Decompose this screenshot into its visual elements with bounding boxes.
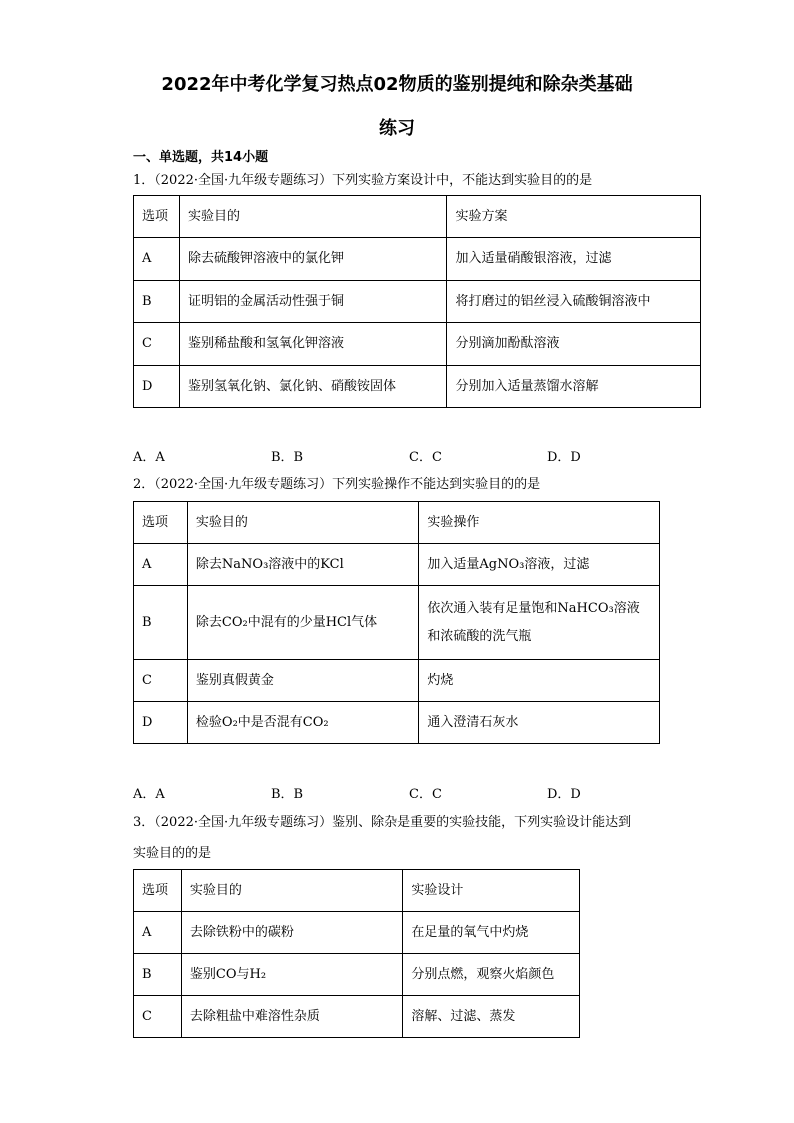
table-cell: 鉴别真假黄金 bbox=[187, 660, 419, 702]
question-1-table bbox=[133, 195, 701, 408]
table-cell: D bbox=[134, 366, 180, 408]
option-d: D．D bbox=[547, 787, 581, 802]
table-header-row bbox=[134, 870, 580, 912]
option-c: C．C bbox=[409, 450, 442, 465]
table-cell: 将打磨过的铝丝浸入硫酸铜溶液中 bbox=[447, 281, 701, 323]
table-cell: 去除铁粉中的碳粉 bbox=[181, 912, 402, 954]
table-cell: 依次通入装有足量饱和NaHCO₃溶液和浓硫酸的洗气瓶 bbox=[419, 586, 660, 660]
table-cell: 鉴别氢氧化钠、氯化钠、硝酸铵固体 bbox=[179, 366, 447, 408]
table-header-row bbox=[134, 502, 660, 544]
table-cell: 在足量的氧气中灼烧 bbox=[403, 912, 580, 954]
table-cell: C bbox=[134, 996, 182, 1038]
table-cell: 通入澄清石灰水 bbox=[419, 702, 660, 744]
table-row bbox=[134, 660, 660, 702]
table-cell: 加入适量AgNO₃溶液，过滤 bbox=[419, 544, 660, 586]
table-cell: 灼烧 bbox=[419, 660, 660, 702]
table-header-cell: 实验操作 bbox=[419, 502, 660, 544]
table-cell: C bbox=[134, 660, 188, 702]
table-header-cell: 实验方案 bbox=[447, 196, 701, 238]
document-title-line2: 练习 bbox=[379, 118, 415, 139]
table-cell: 检验O₂中是否混有CO₂ bbox=[187, 702, 419, 744]
table-header-cell: 实验设计 bbox=[403, 870, 580, 912]
table-row bbox=[134, 912, 580, 954]
table-row bbox=[134, 281, 701, 323]
table-cell: B bbox=[134, 586, 188, 660]
table-cell: 去除粗盐中难溶性杂质 bbox=[181, 996, 402, 1038]
question-1-stem: 1．（2022·全国·九年级专题练习）下列实验方案设计中，不能达到实验目的的是 bbox=[133, 173, 593, 188]
table-cell: 溶解、过滤、蒸发 bbox=[403, 996, 580, 1038]
table-cell: A bbox=[134, 544, 188, 586]
option-c: C．C bbox=[409, 787, 442, 802]
table-header-cell: 选项 bbox=[134, 196, 180, 238]
question-2-stem: 2．（2022·全国·九年级专题练习）下列实验操作不能达到实验目的的是 bbox=[133, 477, 541, 492]
table-cell: A bbox=[134, 912, 182, 954]
table-cell: B bbox=[134, 281, 180, 323]
table-cell: 证明铝的金属活动性强于铜 bbox=[179, 281, 447, 323]
table-header-cell: 实验目的 bbox=[179, 196, 447, 238]
table-cell: 分别滴加酚酞溶液 bbox=[447, 323, 701, 366]
table-header-row bbox=[134, 196, 701, 238]
table-row bbox=[134, 366, 701, 408]
question-3-stem: 3．（2022·全国·九年级专题练习）鉴别、除杂是重要的实验技能，下列实验设计能达到 bbox=[133, 815, 632, 830]
table-cell: 分别点燃，观察火焰颜色 bbox=[403, 954, 580, 996]
table-cell: D bbox=[134, 702, 188, 744]
table-header-cell: 选项 bbox=[134, 870, 182, 912]
table-row bbox=[134, 238, 701, 281]
table-cell: 除去NaNO₃溶液中的KCl bbox=[187, 544, 419, 586]
table-row bbox=[134, 702, 660, 744]
option-d: D．D bbox=[547, 450, 581, 465]
table-cell: C bbox=[134, 323, 180, 366]
table-header-cell: 实验目的 bbox=[187, 502, 419, 544]
table-cell: 分别加入适量蒸馏水溶解 bbox=[447, 366, 701, 408]
option-b: B．B bbox=[271, 450, 304, 465]
table-row bbox=[134, 323, 701, 366]
table-row bbox=[134, 996, 580, 1038]
table-row bbox=[134, 954, 580, 996]
section-heading: 一、单选题，共14小题 bbox=[133, 150, 269, 165]
option-b: B．B bbox=[271, 787, 304, 802]
table-header-cell: 实验目的 bbox=[181, 870, 402, 912]
table-row bbox=[134, 586, 660, 660]
table-cell: 除去CO₂中混有的少量HCl气体 bbox=[187, 586, 419, 660]
table-cell: 鉴别CO与H₂ bbox=[181, 954, 402, 996]
document-title: 2022年中考化学复习热点02物质的鉴别提纯和除杂类基础 bbox=[161, 74, 633, 95]
question-3-table bbox=[133, 869, 580, 1038]
table-cell: 加入适量硝酸银溶液，过滤 bbox=[447, 238, 701, 281]
question-3-stem-line2: 实验目的的是 bbox=[133, 846, 212, 861]
option-a: A．A bbox=[133, 450, 165, 465]
question-2-table bbox=[133, 501, 660, 744]
table-cell: 鉴别稀盐酸和氢氧化钾溶液 bbox=[179, 323, 447, 366]
table-header-cell: 选项 bbox=[134, 502, 188, 544]
table-cell: B bbox=[134, 954, 182, 996]
option-a: A．A bbox=[133, 787, 165, 802]
table-cell: A bbox=[134, 238, 180, 281]
table-cell: 除去硫酸钾溶液中的氯化钾 bbox=[179, 238, 447, 281]
table-row bbox=[134, 544, 660, 586]
